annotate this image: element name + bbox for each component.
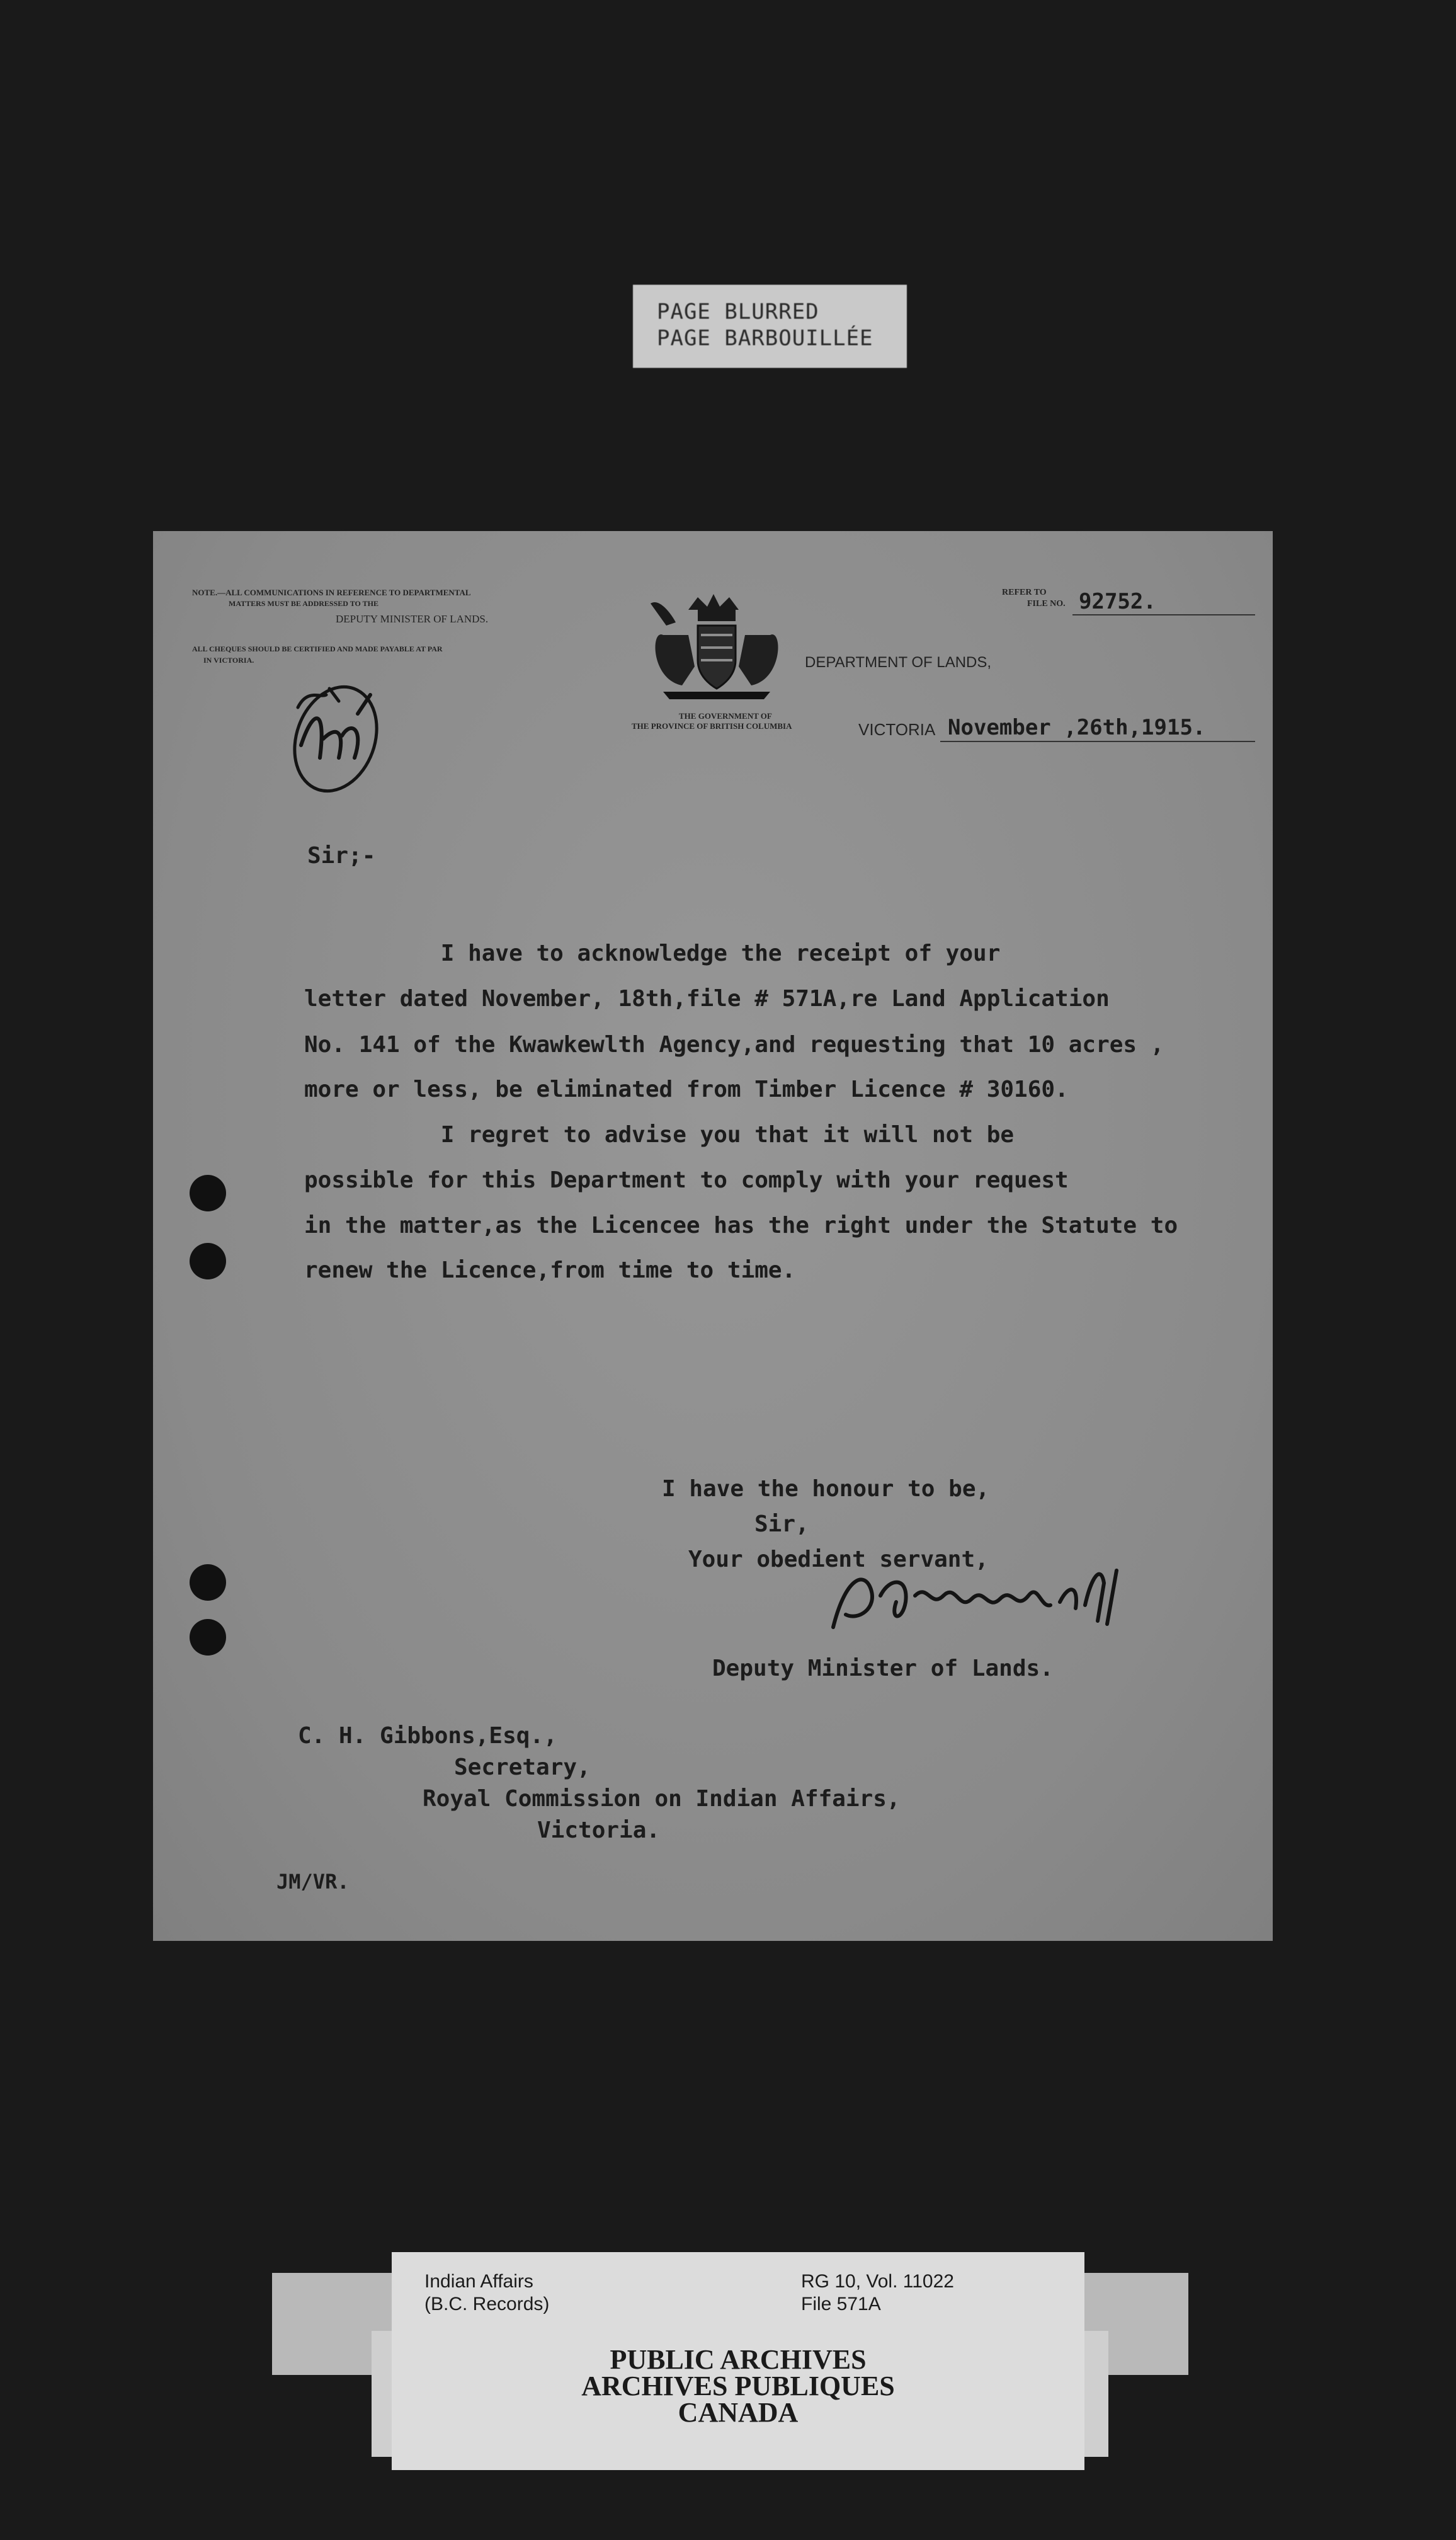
body-line-8: renew the Licence,from time to time. (304, 1257, 796, 1283)
page-blurred-text: PAGE BLURRED (657, 299, 819, 324)
fonds-line-2: (B.C. Records) (424, 2294, 550, 2314)
archives-stamp-line-2: ARCHIVES PUBLIQUES (581, 2371, 895, 2401)
signer-title: Deputy Minister of Lands. (712, 1656, 1054, 1681)
typist-initials: JM/VR. (276, 1870, 350, 1894)
place-label: VICTORIA (858, 720, 936, 739)
letterhead-note-line3: DEPUTY MINISTER OF LANDS. (336, 613, 489, 625)
closing-line-2: Sir, (754, 1511, 809, 1537)
crest-caption-line1: THE GOVERNMENT OF (679, 711, 772, 721)
letterhead-note-line5: IN VICTORIA. (203, 656, 254, 665)
archives-stamp-line-1: PUBLIC ARCHIVES (610, 2344, 867, 2375)
salutation: Sir;- (307, 843, 376, 869)
letter-date: November ,26th,1915. (948, 715, 1206, 740)
signature (821, 1552, 1173, 1646)
refer-to-label: REFER TO (1002, 588, 1047, 597)
body-line-3: No. 141 of the Kwawkewlth Agency,and requesting that 10 acres , (304, 1032, 1164, 1058)
file-no-label: FILE NO. (1027, 599, 1066, 609)
reference-line-2: File 571A (801, 2294, 881, 2314)
body-line-7: in the matter,as the Licencee has the right under the Statute to (304, 1213, 1178, 1239)
body-line-6: possible for this Department to comply with your request (304, 1167, 1069, 1193)
body-line-5: I regret to advise you that it will not be (304, 1122, 1015, 1148)
bc-crest-icon (638, 591, 795, 704)
letter-sheet (153, 531, 1273, 1941)
archive-card (392, 2252, 1084, 2470)
punch-hole (190, 1175, 226, 1211)
addressee-city: Victoria. (537, 1817, 661, 1843)
punch-hole (190, 1564, 226, 1601)
addressee-name: C. H. Gibbons,Esq., (298, 1723, 557, 1749)
closing-line-3: Your obedient servant, (688, 1547, 989, 1572)
addressee-title: Secretary, (454, 1754, 591, 1780)
crest-caption-line2: THE PROVINCE OF BRITISH COLUMBIA (632, 721, 792, 731)
file-no-rule (1072, 614, 1255, 615)
reference-line-1: RG 10, Vol. 11022 (801, 2271, 954, 2292)
letterhead-note-line2: MATTERS MUST BE ADDRESSED TO THE (229, 599, 378, 608)
punch-hole (190, 1243, 226, 1279)
letterhead-note-line1: NOTE.—ALL COMMUNICATIONS IN REFERENCE TO DEPARTMENTAL (192, 588, 471, 597)
addressee-organization: Royal Commission on Indian Affairs, (423, 1786, 901, 1812)
body-line-2: letter dated November, 18th,file # 571A,re Land Application (304, 986, 1110, 1012)
page-blurred-label (633, 285, 907, 368)
body-line-1: I have to acknowledge the receipt of your (304, 941, 1001, 966)
body-line-4: more or less, be eliminated from Timber Licence # 30160. (304, 1077, 1069, 1102)
page-barbouillee-text: PAGE BARBOUILLÉE (657, 326, 873, 351)
archives-stamp-line-3: CANADA (678, 2397, 799, 2428)
archives-stamp (392, 2344, 1084, 2428)
closing-line-1: I have the honour to be, (662, 1476, 990, 1502)
fonds-line-1: Indian Affairs (424, 2271, 533, 2292)
handwritten-stamp-mark (276, 670, 395, 802)
department-heading: DEPARTMENT OF LANDS, (805, 654, 992, 671)
date-rule (940, 741, 1255, 742)
punch-hole (190, 1619, 226, 1656)
letterhead-note-line4: ALL CHEQUES SHOULD BE CERTIFIED AND MADE PAYABLE AT PAR (192, 644, 443, 653)
file-number: 92752. (1079, 589, 1156, 614)
